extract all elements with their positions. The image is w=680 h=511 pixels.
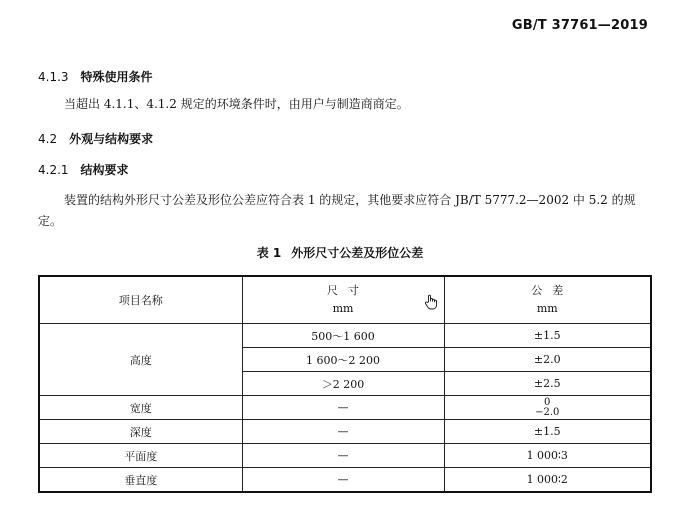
section-number: 4.2: [38, 132, 58, 146]
cell-depth-size: —: [242, 420, 444, 444]
section-title: 特殊使用条件: [80, 70, 153, 84]
section-heading-4-2: [38, 130, 153, 147]
header-tolerance-label: 公差: [531, 284, 574, 297]
tolerance-table: [38, 275, 652, 493]
table-row: [39, 420, 651, 444]
table-caption: [0, 244, 680, 261]
section-title: 结构要求: [80, 163, 129, 177]
width-tolerance-stack: [535, 398, 559, 418]
table-row: [39, 324, 651, 348]
paragraph-structure-requirements: 装置的结构外形尺寸公差及形位公差应符合表 1 的规定，其他要求应符合 JB/T 5777.2—2002 中 5.2 的规定。: [38, 193, 636, 228]
section-title: 外观与结构要求: [69, 132, 154, 146]
row-label-depth: 深度: [39, 420, 242, 444]
header-size-unit: mm: [332, 302, 354, 315]
cell-flatness-size: —: [242, 444, 444, 468]
cell-width-tolerance: [444, 396, 651, 420]
section-number: 4.2.1: [38, 163, 69, 177]
header-item-name: 项目名称: [39, 276, 242, 324]
table-header-row: [39, 276, 651, 324]
cell-width-size: —: [242, 396, 444, 420]
header-size-label: 尺寸: [327, 284, 369, 297]
row-label-perpendicularity: 垂直度: [39, 468, 242, 493]
table-caption-title: 外形尺寸公差及形位公差: [291, 246, 424, 260]
section-heading-4-1-3: [38, 68, 153, 85]
header-tolerance: [444, 276, 651, 324]
cell-height-tolerance: ±1.5: [444, 324, 651, 348]
cell-height-range: ＞2 200: [242, 372, 444, 396]
cell-height-tolerance: ±2.5: [444, 372, 651, 396]
header-size: [242, 276, 444, 324]
section-number: 4.1.3: [38, 70, 69, 84]
paragraph-environment-conditions: 当超出 4.1.1、4.1.2 规定的环境条件时，由用户与制造商商定。: [64, 97, 409, 111]
table-row: [39, 444, 651, 468]
cell-perpendicularity-tolerance: 1 000∶2: [444, 468, 651, 493]
row-label-width: 宽度: [39, 396, 242, 420]
cell-perpendicularity-size: —: [242, 468, 444, 493]
section-heading-4-2-1: [38, 161, 129, 178]
cell-height-range: 1 600～2 200: [242, 348, 444, 372]
row-label-flatness: 平面度: [39, 444, 242, 468]
table-caption-number: 表 1: [256, 246, 282, 260]
hand-cursor-icon: [424, 294, 438, 310]
cell-height-range: 500～1 600: [242, 324, 444, 348]
cell-flatness-tolerance: 1 000∶3: [444, 444, 651, 468]
width-tolerance-lower: −2.0: [535, 406, 560, 418]
table-row: [39, 468, 651, 493]
width-tolerance-upper: 0: [544, 396, 551, 408]
document-code: GB/T 37761—2019: [511, 18, 648, 33]
cell-height-tolerance: ±2.0: [444, 348, 651, 372]
row-label-height: 高度: [39, 324, 242, 396]
table-row: [39, 396, 651, 420]
header-tolerance-unit: mm: [536, 302, 558, 315]
cell-depth-tolerance: ±1.5: [444, 420, 651, 444]
